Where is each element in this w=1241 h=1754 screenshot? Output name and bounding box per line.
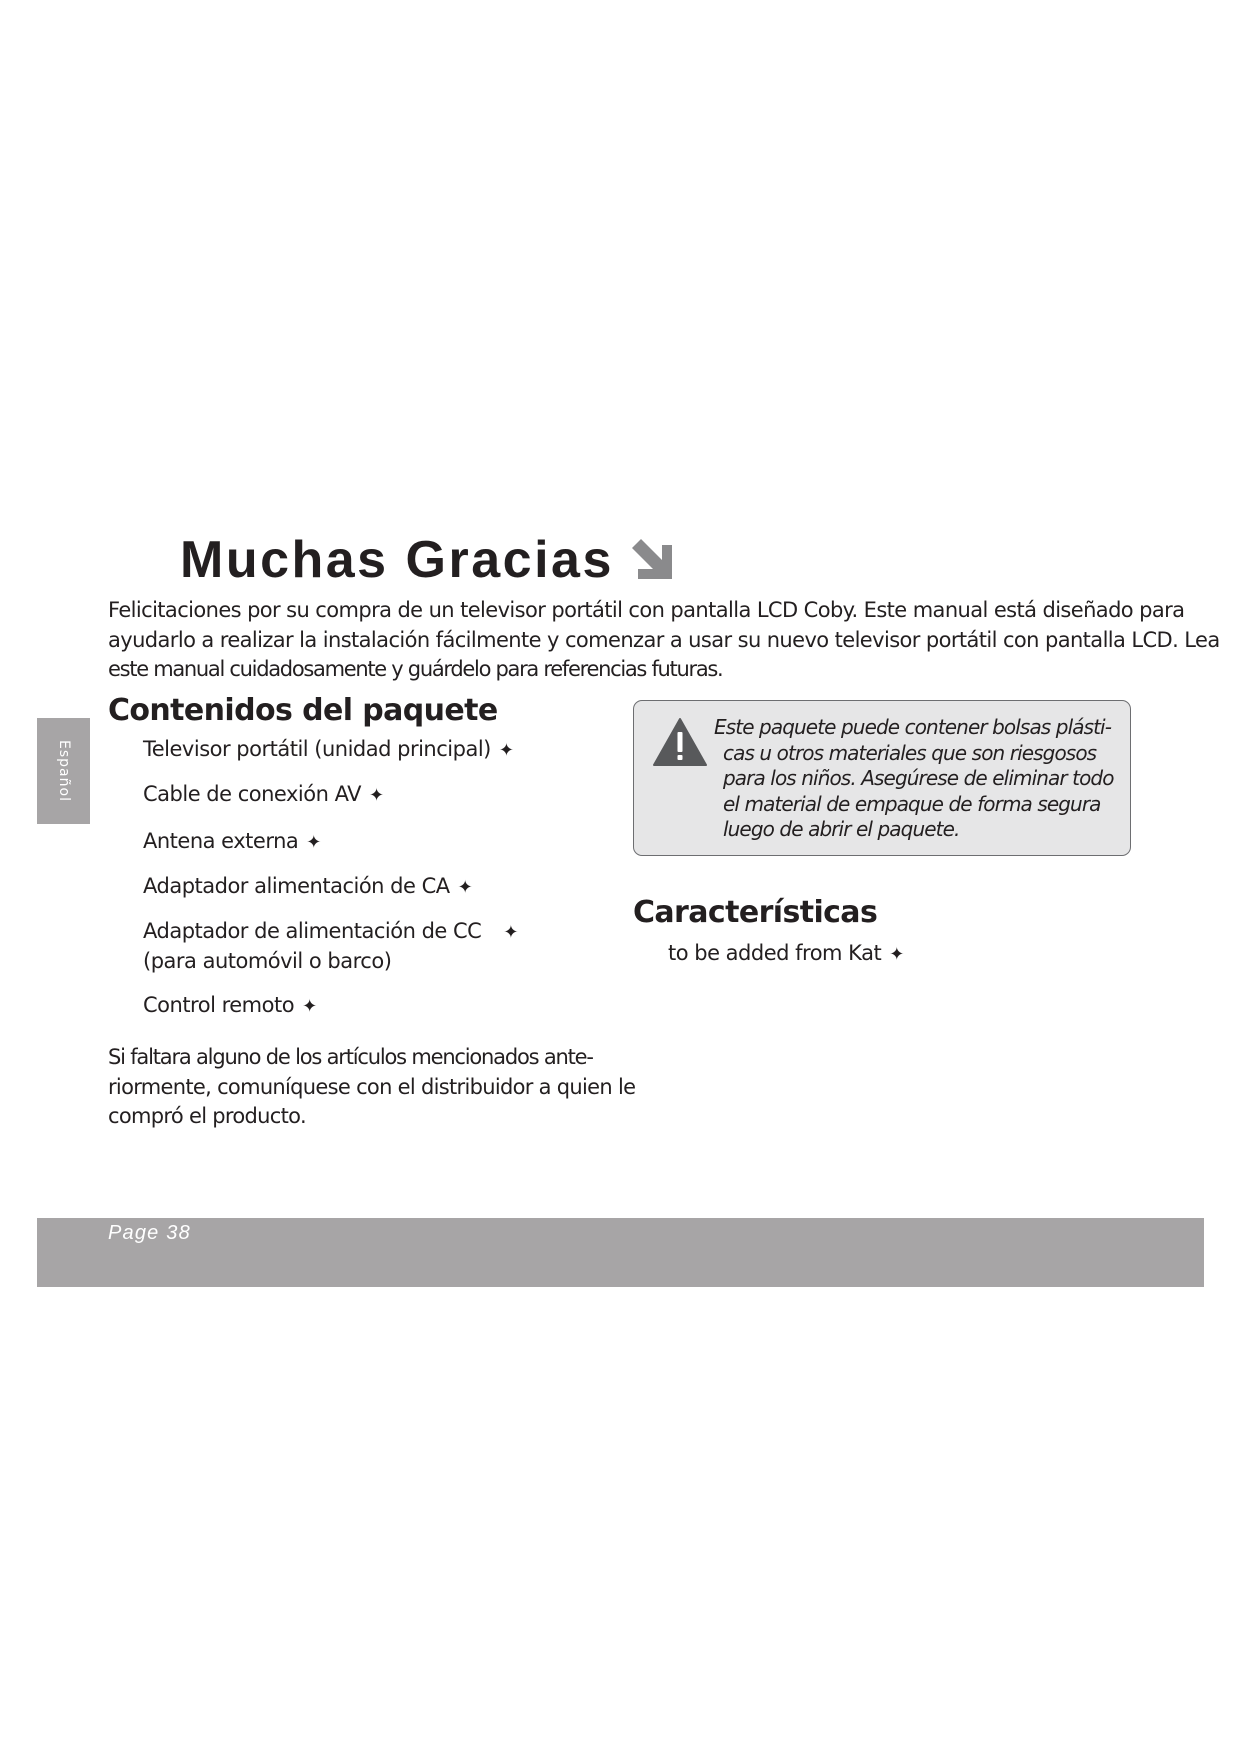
list-item bbox=[143, 827, 321, 857]
warning-line: el material de empaque de forma segura bbox=[723, 791, 1101, 816]
page-title bbox=[180, 530, 674, 590]
star-bullet-icon: ✦ bbox=[368, 785, 384, 806]
warning-triangle-icon bbox=[652, 717, 708, 767]
warning-box bbox=[633, 700, 1131, 856]
intro-line: ayudarlo a realizar la instalación fácilmente y comenzar a usar su nuevo televisor portátil con pantalla LCD. Lea bbox=[108, 627, 1220, 652]
list-item-label: Televisor portátil (unidad principal) bbox=[143, 737, 491, 761]
list-item bbox=[143, 735, 513, 765]
footer-bar bbox=[37, 1218, 1204, 1287]
intro-line: Felicitaciones por su compra de un televisor portátil con pantalla LCD Coby. Este manual está diseñado para bbox=[108, 598, 1185, 622]
warning-line: cas u otros materiales que son riesgosos bbox=[723, 740, 1097, 765]
note-line: Si faltara alguno de los artículos mencionados ante- bbox=[108, 1045, 593, 1069]
features-heading: Características bbox=[633, 895, 878, 930]
star-bullet-icon: ✦ bbox=[889, 944, 904, 965]
contents-heading: Contenidos del paquete bbox=[108, 693, 498, 728]
features-item-label: to be added from Kat bbox=[668, 941, 882, 965]
list-item bbox=[143, 917, 518, 976]
arrow-down-right-icon bbox=[632, 539, 674, 581]
list-item-label: Adaptador alimentación de CA bbox=[143, 874, 450, 898]
list-item-sub: (para automóvil o barco) bbox=[143, 949, 392, 973]
star-bullet-icon: ✦ bbox=[302, 996, 317, 1017]
list-item-label: Antena externa bbox=[143, 829, 299, 853]
page-title-text: Muchas Gracias bbox=[180, 531, 614, 589]
star-bullet-icon: ✦ bbox=[498, 740, 514, 761]
intro-paragraph bbox=[108, 596, 1220, 685]
list-item bbox=[143, 991, 317, 1021]
list-item bbox=[143, 872, 472, 902]
warning-text bbox=[714, 715, 1114, 843]
star-bullet-icon: ✦ bbox=[306, 832, 321, 853]
list-item bbox=[143, 780, 384, 810]
features-item bbox=[668, 941, 904, 965]
language-tab-label: Español bbox=[55, 740, 72, 802]
note-line: compró el producto. bbox=[108, 1104, 306, 1128]
missing-items-note bbox=[108, 1043, 668, 1132]
warning-line: Este paquete puede contener bolsas plásti- bbox=[714, 715, 1112, 739]
language-side-tab bbox=[37, 718, 90, 824]
intro-line: este manual cuidadosamente y guárdelo para referencias futuras. bbox=[108, 657, 723, 681]
warning-line: para los niños. Asegúrese de eliminar todo bbox=[723, 766, 1114, 790]
warning-line: luego de abrir el paquete. bbox=[723, 817, 960, 841]
page-number: Page 38 bbox=[108, 1222, 191, 1244]
star-bullet-icon: ✦ bbox=[457, 877, 473, 898]
list-item-label: Adaptador de alimentación de CC bbox=[143, 919, 482, 943]
note-line: riormente, comuníquese con el distribuidor a quien le bbox=[108, 1074, 636, 1099]
star-bullet-icon: ✦ bbox=[503, 922, 518, 943]
list-item-label: Control remoto bbox=[143, 993, 295, 1017]
list-item-label: Cable de conexión AV bbox=[143, 782, 361, 806]
